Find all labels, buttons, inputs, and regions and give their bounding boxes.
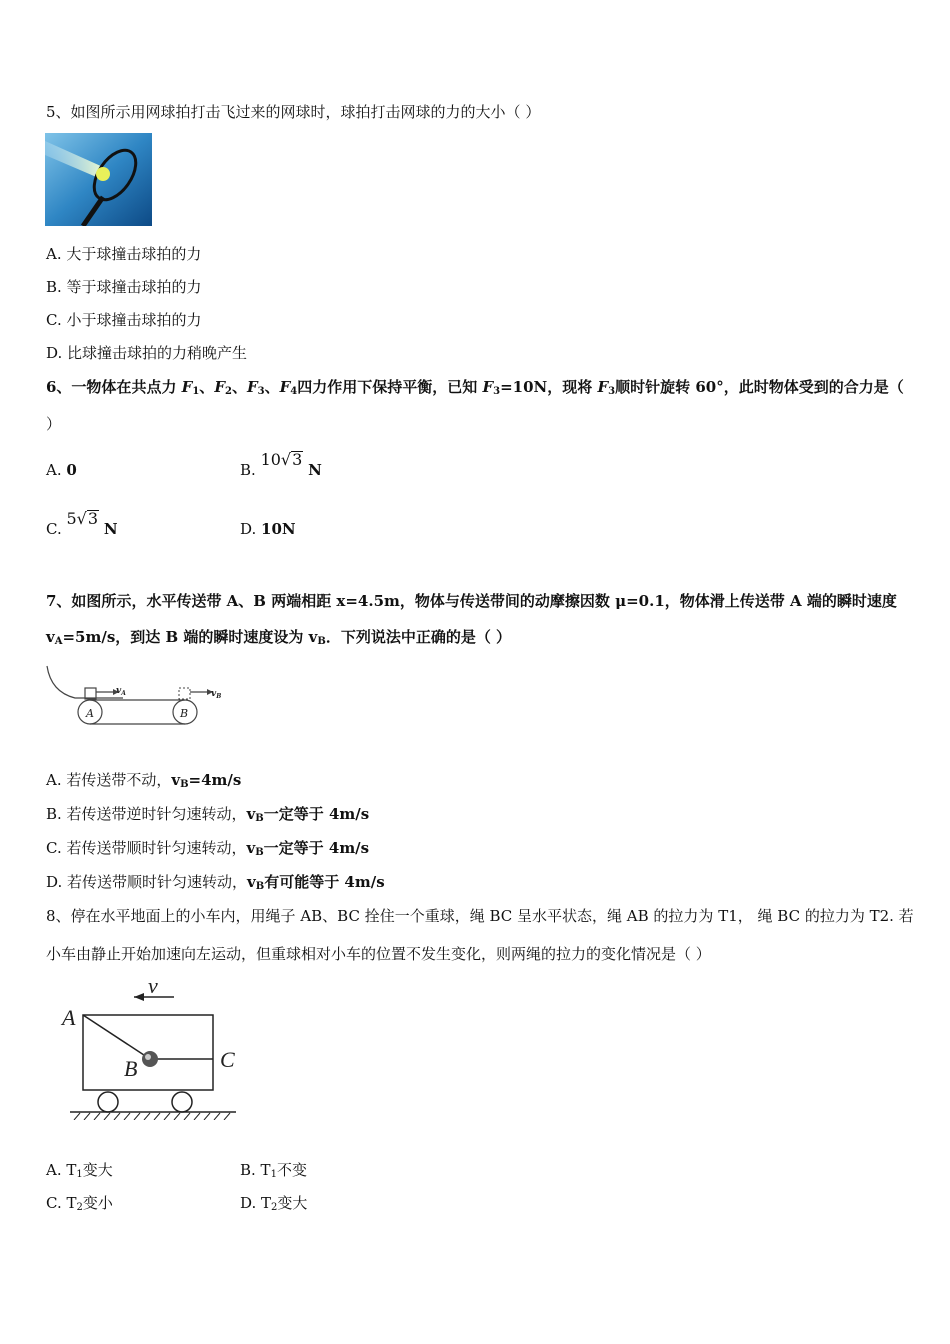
q7-option-c [46,838,369,863]
option-text: 变大 [277,1194,308,1212]
option-label: B. [240,461,261,479]
q6-sep: 、 [264,378,280,396]
option-text: B. T [240,1161,271,1179]
option-label: A. [46,461,67,479]
q8-option-d [240,1193,307,1218]
option-text: A. T [46,1161,77,1179]
option-value: 10N [261,520,296,538]
q7-option-b [46,804,369,829]
point-b-label: B [124,1056,138,1081]
velocity-label: v [148,975,158,998]
option-text: C. 若传送带顺时针匀速转动， [46,839,247,857]
option-value: 0 [66,461,77,479]
option-text: 不变 [276,1161,307,1179]
option-text: C. T [46,1194,77,1212]
q6-stem-text-3: =10N，现将 [500,378,598,396]
point-a-label: A [62,1005,76,1030]
q8-option-b [240,1160,307,1185]
q5-option-b: B. 等于球撞击球拍的力 [46,278,202,296]
q5-option-a: A. 大于球撞击球拍的力 [46,245,202,263]
sqrt-radicand: 3 [292,450,303,469]
sqrt-coefficient: 10 [260,450,281,469]
q5-stem: 5、如图所示用网球拍打击飞过来的网球时，球拍打击网球的力的大小（ ） [46,103,541,121]
t-subscript: 1 [270,1169,277,1180]
option-text: B. 若传送带逆时针匀速转动， [46,805,247,823]
t-subscript: 1 [76,1169,83,1180]
t-subscript: 2 [76,1202,83,1213]
v-symbol: v [247,873,256,891]
q6-f4-sub: 4 [290,386,298,397]
unit: N [308,461,322,479]
sqrt-coefficient: 5 [66,509,77,528]
q6-f1-sub: 1 [192,386,200,397]
q6-stem-continuation: ） [46,415,62,433]
q8-option-a [46,1160,113,1185]
option-label: D. [240,520,262,538]
q6-stem [46,377,904,402]
v-subscript: B [255,881,265,892]
q6-f3: F [597,378,609,396]
t-subscript: 2 [271,1202,278,1213]
q5-option-c: C. 小于球撞击球拍的力 [46,311,202,329]
q5-option-d: D. 比球撞击球拍的力稍晚产生 [46,344,248,362]
q7-stem-text: ．下列说法中正确的是（ ） [325,628,512,646]
q6-f3-sub: 3 [608,386,616,397]
tennis-racket-photo [45,133,152,226]
q8-option-c [46,1193,113,1218]
q7-stem-line2 [46,627,511,652]
q8-stem-line2: 小车由静止开始加速向左运动，但重球相对小车的位置不发生变化，则两绳的拉力的变化情况是（ ） [46,945,711,963]
q6-stem-text-2: 四力作用下保持平衡，已知 [297,378,483,396]
option-text: 变大 [82,1161,113,1179]
unit: N [103,520,118,538]
v-symbol: v [246,805,256,823]
q6-f3-sub: 3 [493,386,501,397]
option-text: 有可能等于 4m/s [264,873,385,891]
option-text: =4m/s [188,771,242,789]
q6-f3: F [482,378,494,396]
option-text: 一定等于 4m/s [263,839,370,857]
q6-f2-sub: 2 [224,386,232,397]
option-text: 一定等于 4m/s [263,805,370,823]
q6-f2: F [214,378,225,396]
q6-f3: F [246,378,258,396]
option-text: 变小 [82,1194,113,1212]
option-text: D. 若传送带顺时针匀速转动， [46,873,248,891]
option-text: D. T [240,1194,272,1212]
v-subscript: B [180,779,189,790]
q6-f1: F [181,378,193,396]
q7-stem-line1: 7、如图所示，水平传送带 A、B 两端相距 x=4.5m，物体与传送带间的动摩擦因数 μ=0.1，物体滑上传送带 A 端的瞬时速度 [46,592,897,610]
v-symbol: v [246,839,256,857]
v-symbol: v [171,771,181,789]
q6-sep: 、 [199,378,215,396]
v-subscript: A [54,636,63,647]
cart-pendulum-diagram [58,975,248,1120]
option-text: A. 若传送带不动， [46,771,172,789]
q7-stem-text: =5m/s，到达 B 端的瞬时速度设为 v [62,628,318,646]
q6-stem-text-1: 6、一物体在共点力 [46,378,182,396]
q6-option-a [46,460,77,480]
v-symbol: v [46,628,55,646]
q6-option-d [240,519,296,539]
option-label: C. [46,520,67,538]
q6-f4: F [279,378,291,396]
sqrt-expression: 5√3 [66,509,99,528]
q7-option-a [46,770,241,795]
q6-sep: 、 [231,378,247,396]
pulley-a-label: A [86,707,94,720]
point-c-label: C [220,1047,235,1072]
v-subscript: B [317,636,326,647]
velocity-b-label: $v_B$ [211,689,222,700]
conveyor-belt-diagram [45,662,230,730]
q6-f3-sub: 3 [257,386,265,397]
sqrt-radicand: 3 [87,509,99,528]
q8-stem-line1: 8、停在水平地面上的小车内，用绳子 AB、BC 拴住一个重球，绳 BC 呈水平状态，绳 AB 的拉力为 T1， 绳 BC 的拉力为 T2. 若 [46,907,914,925]
q7-option-d [46,872,385,897]
q6-stem-text-4: 顺时针旋转 60°，此时物体受到的合力是（ [615,378,904,396]
q6-option-b [240,450,322,480]
v-subscript: B [255,813,264,824]
sqrt-expression: 10√3 [260,450,303,469]
pulley-b-label: B [180,707,189,720]
v-subscript: B [255,847,264,858]
velocity-a-label: $v_A$ [116,686,126,697]
q6-option-c [46,509,118,539]
